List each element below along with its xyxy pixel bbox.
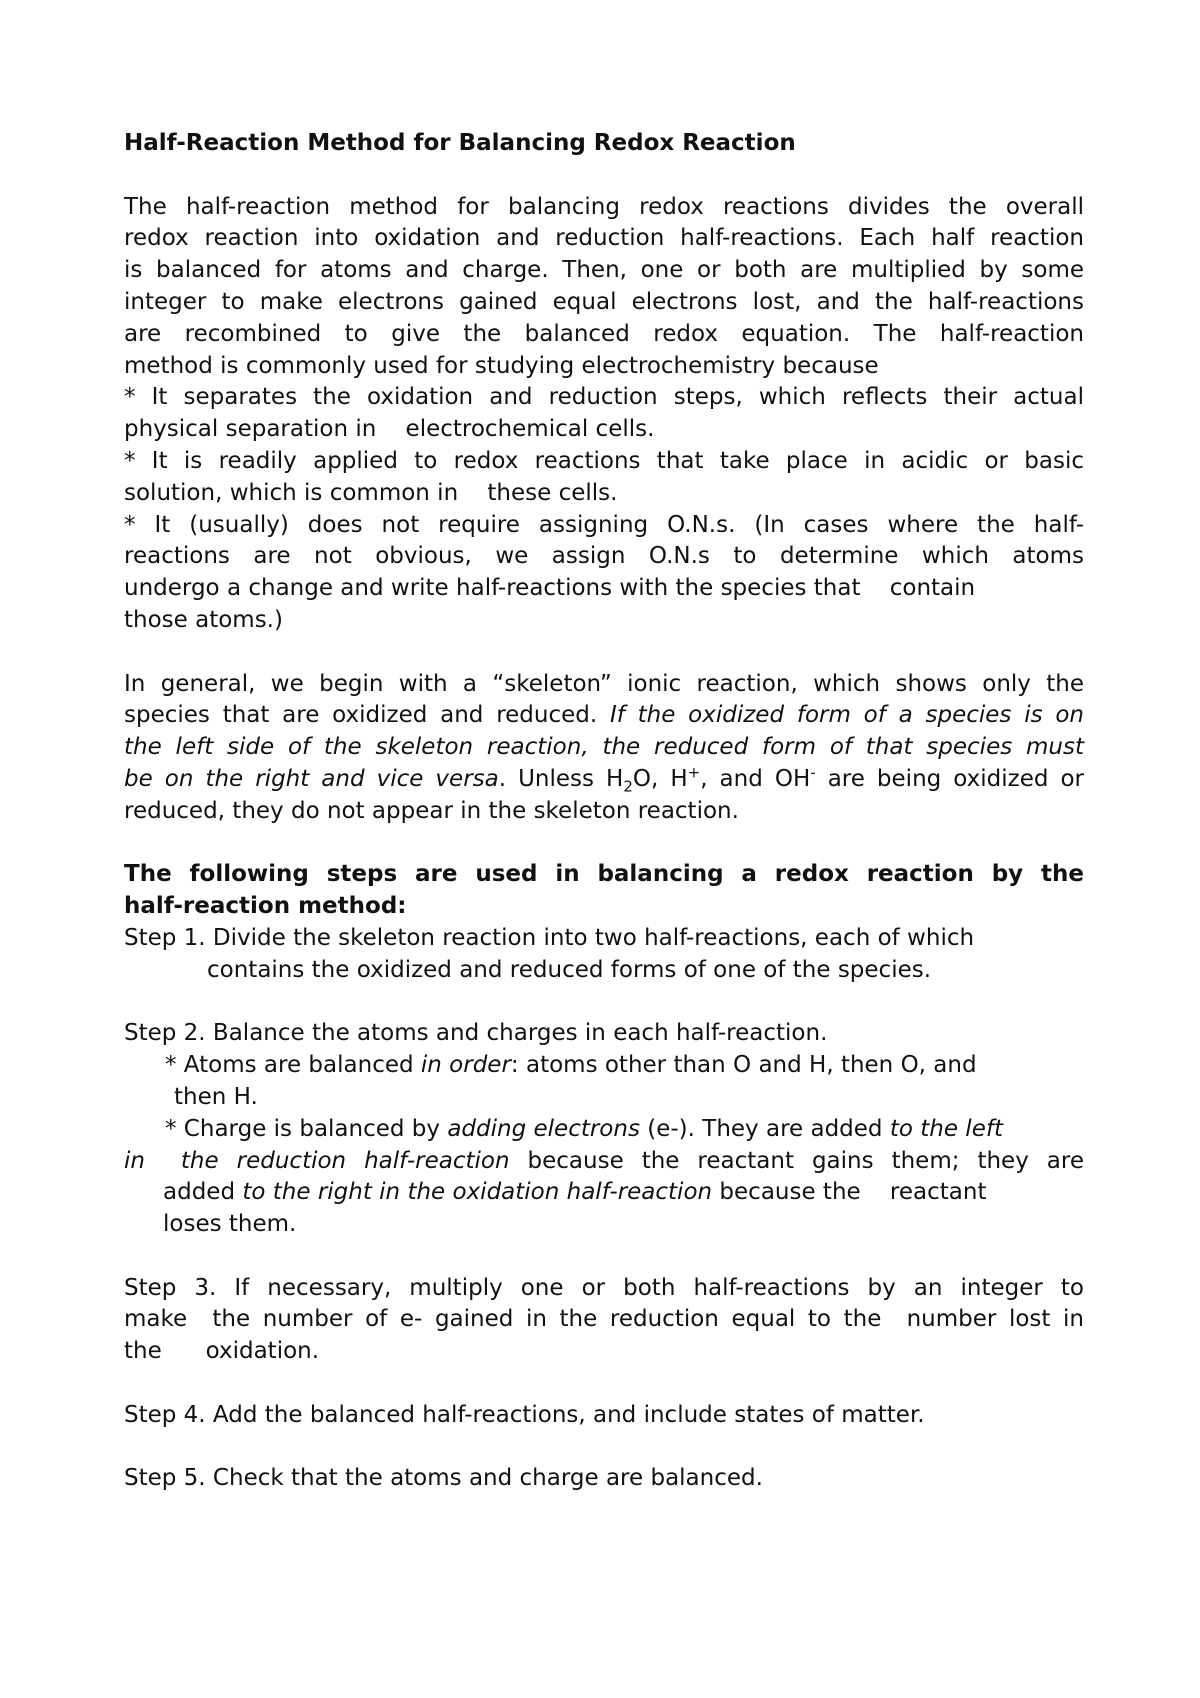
text-line: reduced, they do not appear in the skeleton reaction. bbox=[124, 797, 739, 824]
spacer bbox=[124, 160, 1084, 192]
step-line bbox=[124, 1114, 1084, 1146]
text-run: added bbox=[163, 1179, 243, 1206]
step-2 bbox=[124, 1018, 1084, 1241]
step-line: the oxidation. bbox=[124, 1338, 320, 1365]
step-1 bbox=[124, 923, 1084, 987]
bullet-line: those atoms.) bbox=[124, 606, 283, 633]
bullet-line: * It is readily applied to redox reactions that take place in acidic or basic bbox=[124, 447, 1084, 474]
superscript: - bbox=[810, 763, 816, 782]
italic-run: If the oxidized form of a species is on bbox=[609, 702, 1084, 729]
text-line: are recombined to give the balanced redox equation. The half-reaction bbox=[124, 320, 1084, 347]
italic-run: in the reduction half-reaction bbox=[124, 1147, 510, 1174]
step-line bbox=[124, 1050, 1084, 1082]
bullet-line: physical separation in electrochemical cells. bbox=[124, 416, 655, 443]
bullet-line: undergo a change and write half-reactions with the species that contain bbox=[124, 575, 976, 602]
heading-line: half-reaction method: bbox=[124, 893, 407, 920]
bullet-line: * It separates the oxidation and reduction steps, which reflects their actual bbox=[124, 384, 1084, 411]
text-run: O, H bbox=[632, 765, 688, 792]
text-line bbox=[124, 700, 1084, 732]
text-run: (e-). They are added bbox=[639, 1115, 890, 1142]
step-line: contains the oxidized and reduced forms of one of the species. bbox=[207, 956, 932, 983]
step-5: Step 5. Check that the atoms and charge are balanced. bbox=[124, 1465, 763, 1492]
step-line: Step 3. If necessary, multiply one or both half-reactions by an integer to bbox=[124, 1274, 1084, 1301]
text-run: : atoms other than O and H, then O, and bbox=[510, 1052, 977, 1079]
italic-run: in order bbox=[420, 1052, 511, 1079]
spacer bbox=[124, 1432, 1084, 1464]
step-line: make the number of e- gained in the reduction equal to the number lost in bbox=[124, 1306, 1084, 1333]
italic-run: adding electrons bbox=[447, 1115, 640, 1142]
text-line: method is commonly used for studying electrochemistry because bbox=[124, 352, 879, 379]
steps-heading bbox=[124, 859, 1084, 923]
spacer bbox=[124, 1241, 1084, 1273]
text-run: are being oxidized or bbox=[815, 765, 1085, 792]
italic-run: to the right in the oxidation half-reaction bbox=[242, 1179, 713, 1206]
text-run: * Charge is balanced by bbox=[165, 1115, 448, 1142]
step-line: Step 2. Balance the atoms and charges in each half-reaction. bbox=[124, 1020, 828, 1047]
spacer bbox=[124, 637, 1084, 669]
italic-run: be on the right and vice versa bbox=[124, 765, 499, 792]
text-run: species that are oxidized and reduced. bbox=[124, 702, 610, 729]
text-run: because the reactant bbox=[712, 1179, 987, 1206]
step-line: then H. bbox=[174, 1083, 258, 1110]
text-run: because the reactant gains them; they are bbox=[509, 1147, 1084, 1174]
document-page bbox=[124, 128, 1084, 1495]
spacer bbox=[124, 828, 1084, 860]
italic-line: the left side of the skeleton reaction, the reduced form of that species must bbox=[124, 734, 1084, 761]
document-title: Half-Reaction Method for Balancing Redox Reaction bbox=[124, 130, 796, 156]
italic-run: to the left bbox=[889, 1115, 1003, 1142]
text-run: * Atoms are balanced bbox=[165, 1052, 421, 1079]
step-line bbox=[124, 1146, 1084, 1178]
text-line: is balanced for atoms and charge. Then, one or both are multiplied by some bbox=[124, 257, 1084, 284]
spacer bbox=[124, 987, 1084, 1019]
bullet-line: solution, which is common in these cells. bbox=[124, 479, 618, 506]
text-line: In general, we begin with a “skeleton” ionic reaction, which shows only the bbox=[124, 670, 1084, 697]
step-3 bbox=[124, 1273, 1084, 1368]
text-line: redox reaction into oxidation and reduction half-reactions. Each half reaction bbox=[124, 225, 1084, 252]
heading-line: The following steps are used in balancing a redox reaction by the bbox=[124, 861, 1084, 888]
subscript: 2 bbox=[623, 777, 633, 796]
spacer bbox=[124, 1368, 1084, 1400]
text-line: integer to make electrons gained equal electrons lost, and the half-reactions bbox=[124, 288, 1084, 315]
text-line bbox=[124, 764, 1084, 796]
text-line: The half-reaction method for balancing redox reactions divides the overall bbox=[124, 193, 1084, 220]
intro-paragraph bbox=[124, 192, 1084, 637]
step-line: loses them. bbox=[163, 1211, 297, 1238]
bullet-line: reactions are not obvious, we assign O.N.s to determine which atoms bbox=[124, 543, 1084, 570]
text-run: , and OH bbox=[700, 765, 811, 792]
step-line: Step 1. Divide the skeleton reaction into two half-reactions, each of which bbox=[124, 924, 975, 951]
text-run: . Unless H bbox=[498, 765, 624, 792]
step-4: Step 4. Add the balanced half-reactions, and include states of matter. bbox=[124, 1401, 925, 1428]
bullet-line: * It (usually) does not require assigning O.N.s. (In cases where the half- bbox=[124, 511, 1084, 538]
superscript: + bbox=[687, 763, 701, 782]
general-paragraph bbox=[124, 669, 1084, 828]
step-line bbox=[124, 1177, 1084, 1209]
